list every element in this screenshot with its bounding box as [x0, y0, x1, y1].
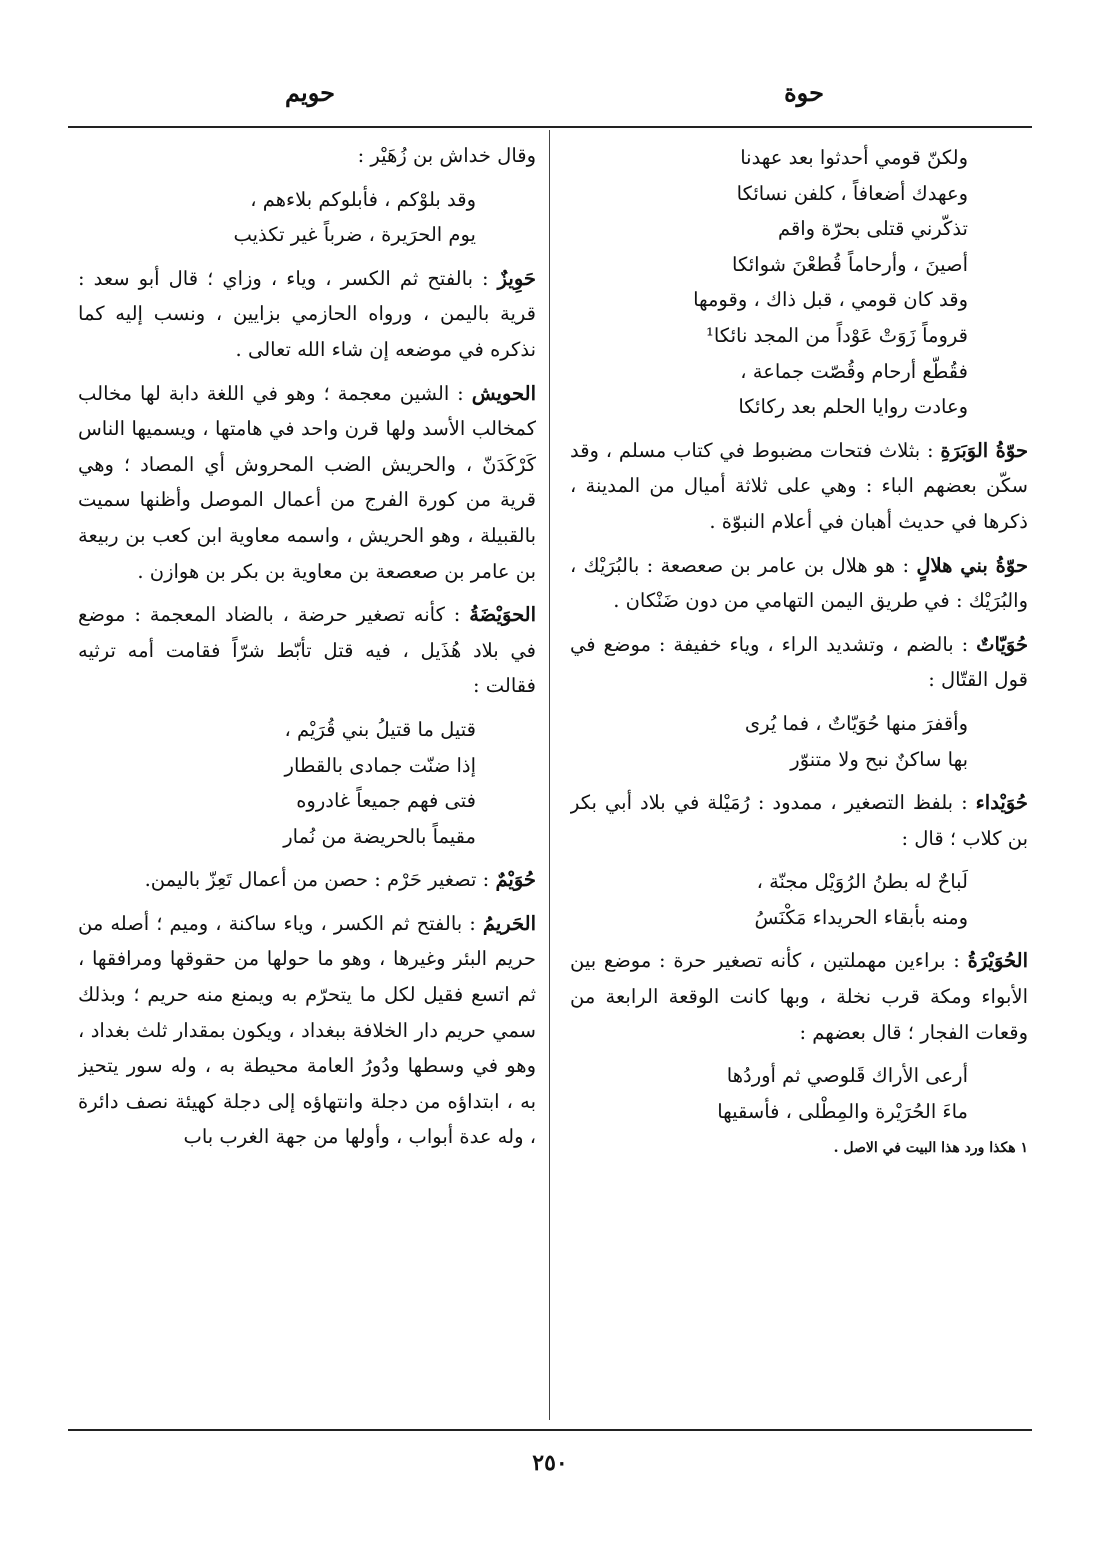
entry-text: : الشين معجمة ؛ وهو في اللغة دابة لها مخالب كمخالب الأسد ولها قرن واحد في هامتها ، ويسميها الناس كَرْكَدَنّ ، والحريش الضب المحروش أي المصاد ؛ وهي قرية من كورة الفرج من أعمال الموصل وأظنها سميت بالقبيلة ، وهو الحريش ، واسمه معاوية ابن كعب بن ربيعة بن عامر بن صعصعة بن معاوية بن بكر بن هوازن .: [78, 381, 536, 583]
verse-line: فتى فهم جميعاً غادروه: [296, 789, 476, 813]
entry-headword: حُوَيّاتٌ: [976, 632, 1028, 656]
verse-block: [78, 712, 536, 854]
right-column: [570, 138, 1028, 1418]
verse-line: أصينَ ، وأرحاماً قُطعْنَ شوائكا: [732, 252, 968, 276]
entry-headword: حوّةُ الوَبَرَةِ: [940, 438, 1028, 462]
header-rule: [68, 126, 1032, 128]
entry: [570, 627, 1028, 698]
entry: [570, 548, 1028, 619]
verse-line: ولكنّ قومي أحدثوا بعد عهدنا: [740, 146, 968, 169]
verse-line: لَباحٌ له بطنُ الرُوَيْل مجنّة ،: [756, 870, 968, 894]
verse-line: قروماً زَوَتْ عَوْداً من المجد نائكا¹: [706, 323, 968, 347]
running-head-left: حويم: [285, 78, 335, 107]
verse-line: قتيل ما قتيلُ بني قُرَيْم ،: [284, 717, 476, 741]
entry-text: : بلفظ التصغير ، ممدود : رُمَيْلة في بلاد أبي بكر بن كلاب ؛ قال :: [570, 791, 1028, 850]
verse-intro: وقال خداش بن زُهَيْر :: [357, 144, 536, 167]
verse-line: وعهدك أضعافاً ، كلفن نسائكا: [736, 181, 968, 205]
entry: [78, 862, 536, 898]
entry-text: : بالفتح ثم الكسر ، وياء ساكنة ، وميم ؛ أصله من حريم البئر وغيرها ، وهو ما حولها من حقوقها ومرافقها ، ثم اتسع فقيل لكل ما يتحرّم به ويمنع منه حريم ؛ وبذلك سمي حريم دار الخلافة ببغداد ، ويكون بمقدار ثلث بغداد ، وهو في وسطها ودُورُ العامة محيطة به ، وله سور يتحيز به ، ابتداؤه من دجلة وانتهاؤه إلى دجلة كهيئة نصف دائرة ، وله عدة أبواب ، وأولها من جهة الغرب باب: [78, 911, 536, 1149]
verse-line: يوم الحرَيرة ، ضرباً غير تكذيب: [233, 223, 476, 247]
entry-headword: الحُوَيْرَةُ: [967, 949, 1028, 973]
verse-line: مقيماً بالحريضة من نُمار: [283, 824, 476, 848]
verse-line: ماءَ الحُرَيْرة والمِطْلى ، فأسقيها: [717, 1099, 968, 1123]
entry: [570, 943, 1028, 1050]
entry-text: : بالفتح ثم الكسر ، وياء ، وزاي ؛ قال أبو سعد : قرية باليمن ، ورواه الحازمي بزايين ، ونسب إليه كما نذكره في موضعه إن شاء الله تعالى .: [78, 266, 536, 361]
entry-headword: الحوَيْضَةُ: [469, 603, 536, 627]
entry-text: : بثلاث فتحات مضبوط في كتاب مسلم ، وقد سكّن بعضهم الباء : وهي على ثلاثة أميال من المدينة ، ذكرها في حديث أهبان في أعلام النبوّة .: [570, 438, 1028, 533]
verse-block: [570, 864, 1028, 935]
verse-line: ومنه بأبقاء الحريداء مَكْنَسُ: [754, 905, 968, 929]
page-number: ٢٥٠: [532, 1450, 568, 1476]
entry-text: : كأنه تصغير حرضة ، بالضاد المعجمة : موضع في بلاد هُذَيل ، فيه قتل تأبّط شرّاً فقامت أمه ترثيه فقالت :: [78, 603, 536, 698]
entry-headword: الحَريمُ: [482, 911, 536, 935]
verse-line: وأقفرَ منها حُوَيّاتٌ ، فما يُرى: [744, 711, 968, 735]
footer-rule: [68, 1429, 1032, 1431]
verse-line: إذا ضنّت جمادى بالقطار: [284, 753, 476, 777]
entry-text: : براءين مهملتين ، كأنه تصغير حرة : موضع بين الأبواء ومكة قرب نخلة ، وبها كانت الوقعة الرابعة من وقعات الفجار ؛ قال بعضهم :: [570, 949, 1028, 1044]
verse-line: بها ساكنٌ نبح ولا متنوّر: [790, 747, 968, 771]
verse-block: [570, 706, 1028, 777]
entry: [570, 785, 1028, 856]
column-divider: [549, 130, 550, 1420]
verse-line: وقد كان قومي ، قبل ذاك ، وقومها: [693, 288, 968, 312]
entry-headword: الحويش: [471, 381, 536, 405]
verse-line: وقد بلوْكم ، فأبلوكم بلاءهم ،: [250, 187, 476, 211]
entry-headword: حُوَيْمٌ: [495, 868, 536, 892]
entry: [78, 597, 536, 704]
verse-block: [570, 140, 1028, 425]
left-column: [78, 138, 536, 1418]
verse-line: أرعى الأراك قَلوصي ثم أوردُها: [726, 1064, 968, 1088]
verse-line: وعادت روايا الحلم بعد ركائكا: [738, 395, 968, 419]
verse-line: تذكّرني قتلى بحرّة واقم: [777, 217, 968, 241]
entry-headword: حوّةُ بني هلالٍ: [916, 553, 1028, 577]
entry-text: : بالضم ، وتشديد الراء ، وياء خفيفة : موضع في قول القتّال :: [570, 632, 1028, 692]
entry-text: : هو هلال بن عامر بن صعصعة : بالبُرَيْك ، والبُرَيْك : في طريق اليمن التهامي من دون ضَنْكان .: [570, 553, 1028, 613]
footnote: ١ هكذا ورد هذا البيت في الاصل .: [833, 1140, 1028, 1157]
entry: [78, 906, 536, 1155]
entry: [570, 433, 1028, 540]
verse-block: [78, 182, 536, 253]
running-head-right: حوة: [784, 78, 824, 107]
entry-headword: حُوَيْداء: [975, 791, 1028, 815]
entry: [78, 261, 536, 368]
verse-line: فقُطّع أرحام وقُصّت جماعة ،: [740, 359, 968, 383]
entry-text: : تصغير حَرْم : حصن من أعمال تَعِزّ باليمن.: [144, 868, 490, 892]
entry-headword: حَوِيزٌ: [497, 266, 536, 290]
verse-block: [570, 1058, 1028, 1129]
entry: [78, 376, 536, 590]
